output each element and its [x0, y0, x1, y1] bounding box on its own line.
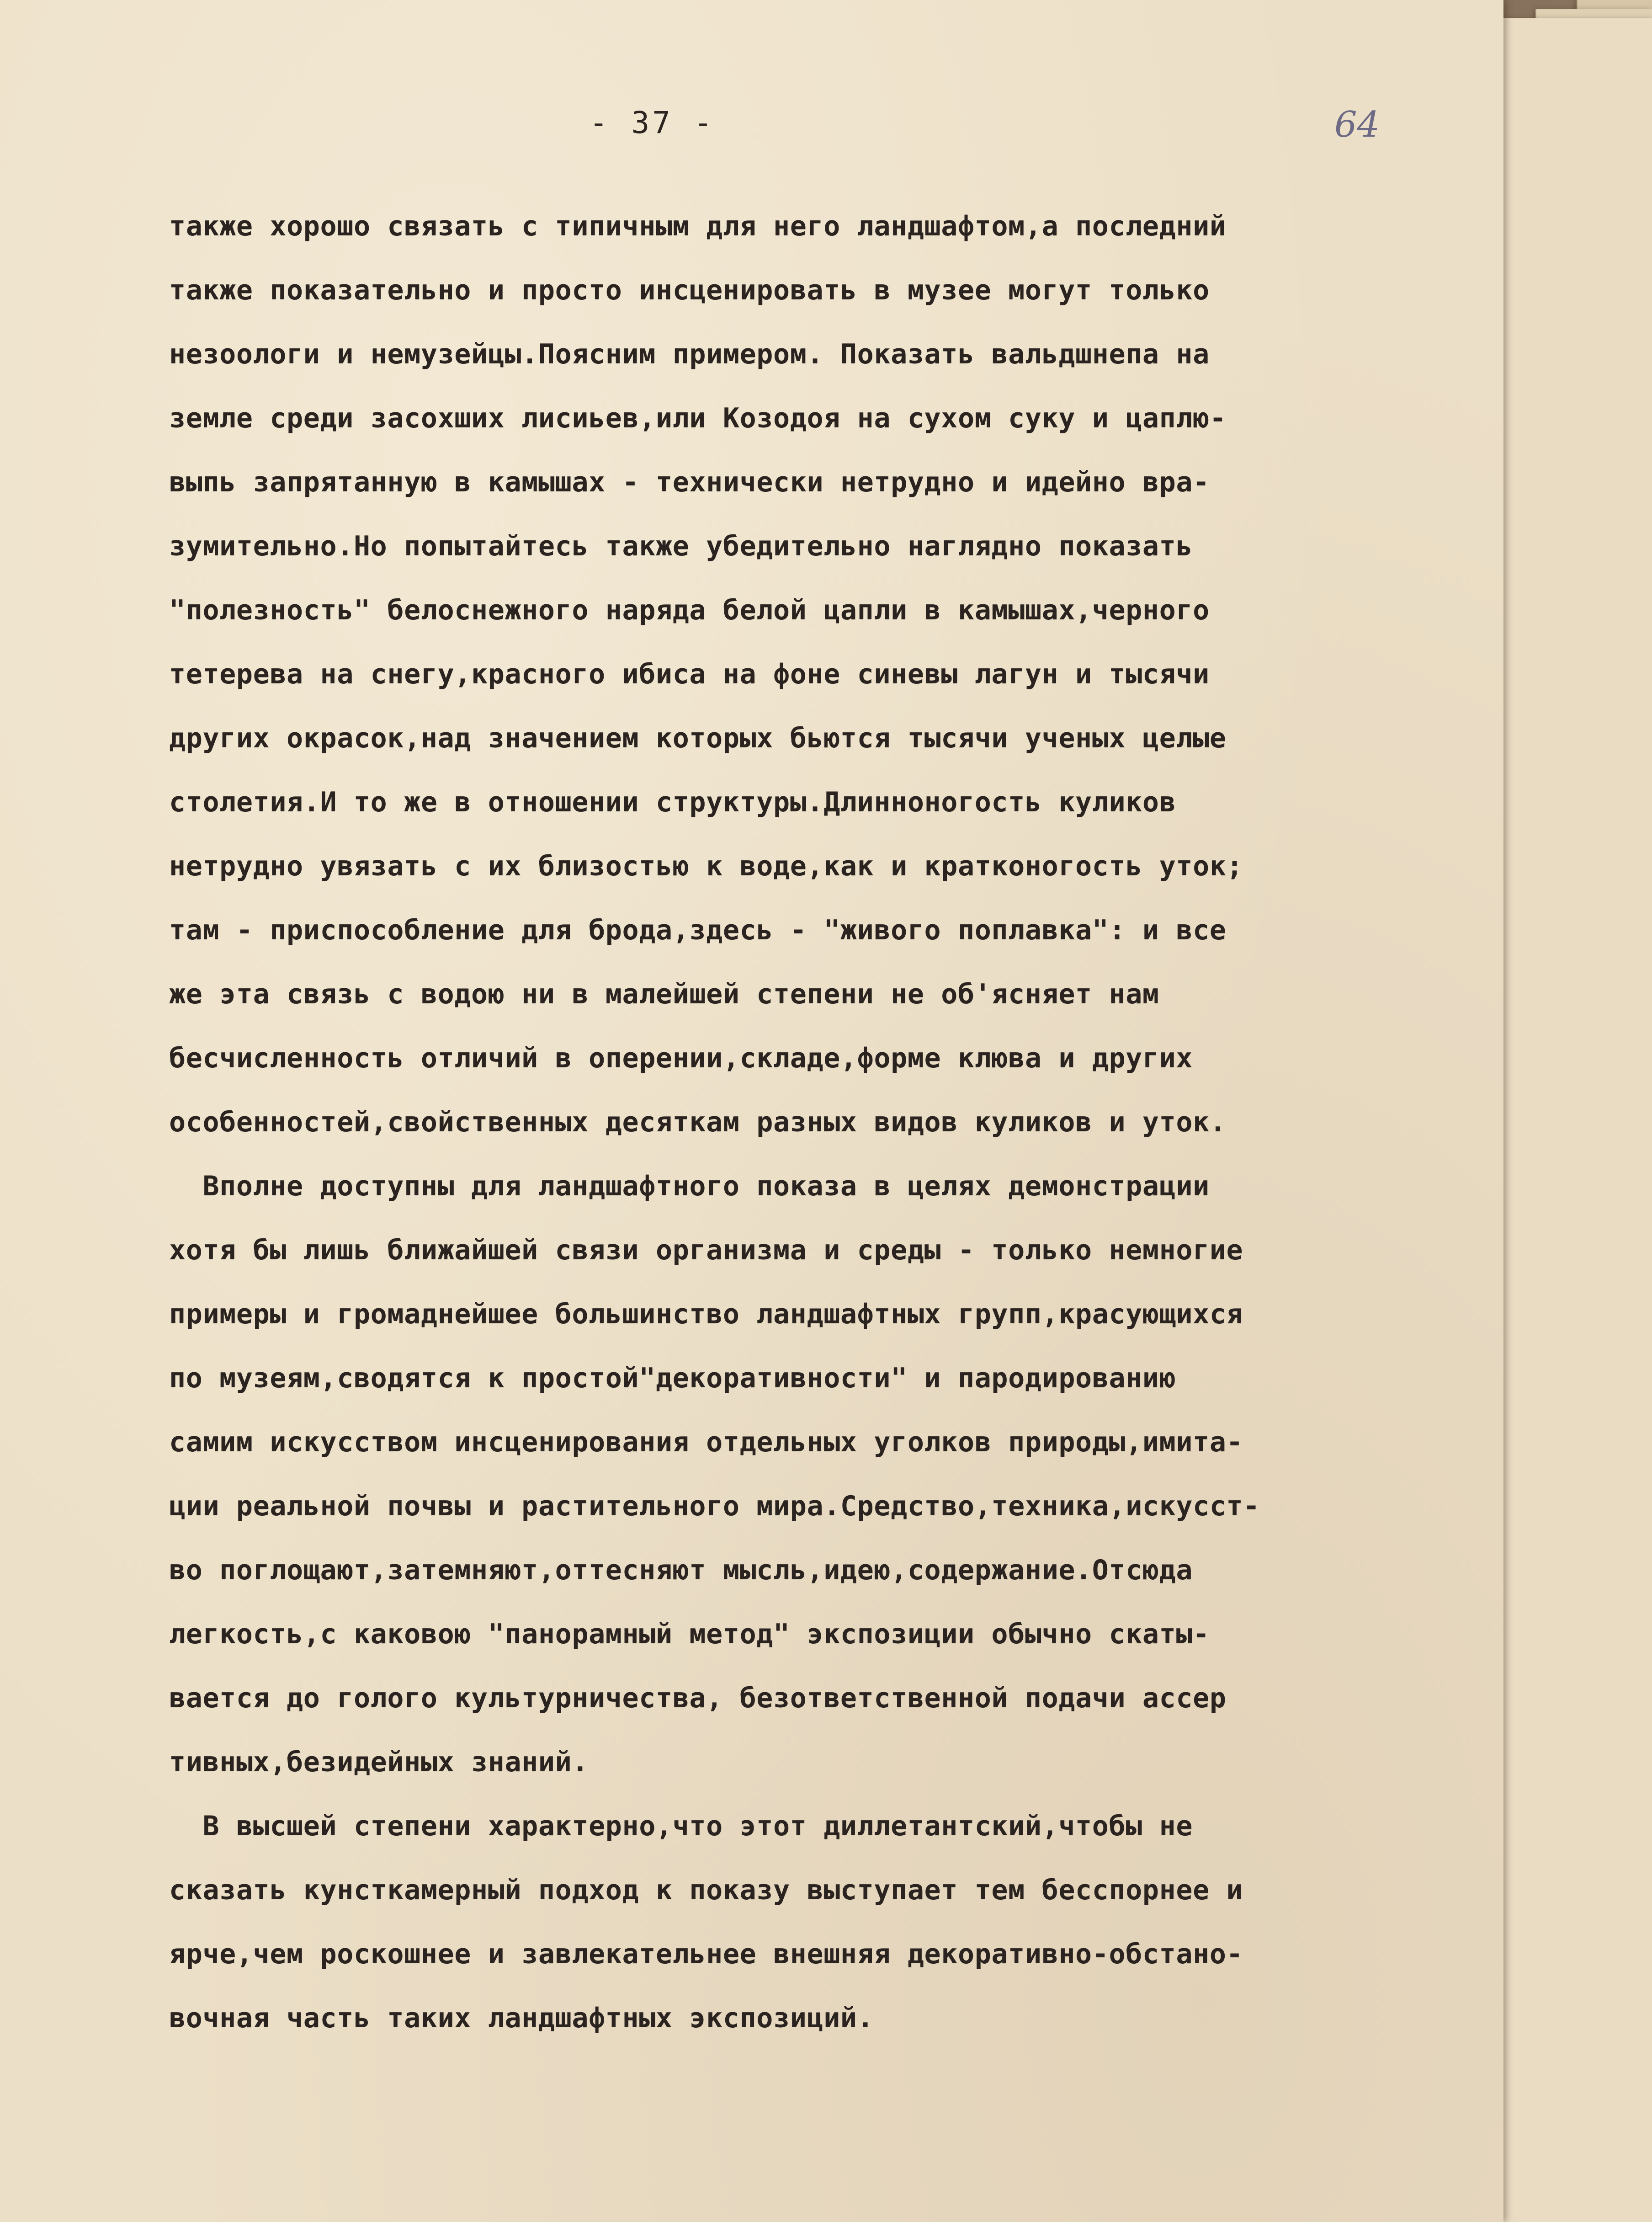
text-line: там - приспособление для брода,здесь - "живого поплавка": и все: [169, 914, 1227, 946]
text-line: ярче,чем роскошнее и завлекательнее внешняя декоративно-обстано-: [169, 1938, 1243, 1970]
page-number: - 37 -: [590, 105, 715, 140]
text-line: других окрасок,над значением которых бьются тысячи ученых целые: [169, 722, 1227, 754]
text-line: зумительно.Но попытайтесь также убедительно наглядно показать: [169, 530, 1193, 562]
text-line: ции реальной почвы и растительного мира.Средство,техника,искусст-: [169, 1490, 1260, 1522]
text-line: "полезность" белоснежного наряда белой цапли в камышах,черного: [169, 594, 1210, 626]
text-line: же эта связь с водою ни в малейшей степени не об'ясняет нам: [169, 978, 1159, 1010]
text-line: особенностей,свойственных десяткам разных видов куликов и уток.: [169, 1106, 1227, 1138]
text-line: во поглощают,затемняют,оттесняют мысль,идею,содержание.Отсюда: [169, 1554, 1193, 1586]
text-line: также хорошо связать с типичным для него ландшафтом,а последний: [169, 210, 1227, 242]
body-text: [169, 194, 1503, 2050]
text-line: вается до голого культурничества, безответственной подачи ассер: [169, 1682, 1227, 1714]
text-line: примеры и громаднейшее большинство ландшафтных групп,красующихся: [169, 1298, 1243, 1330]
handwritten-archive-number: 64: [1334, 104, 1380, 145]
text-line: нетрудно увязать с их близостью к воде,как и кратконогость уток;: [169, 850, 1243, 882]
text-line: по музеям,сводятся к простой"декоративности" и пародированию: [169, 1362, 1176, 1394]
text-line: столетия.И то же в отношении структуры.Длинноногость куликов: [169, 786, 1176, 818]
underlying-page: [1490, 18, 1652, 2222]
text-line: легкость,с каковою "панорамный метод" экспозиции обычно скаты-: [169, 1618, 1210, 1650]
text-line: Вполне доступны для ландшафтного показа в целях демонстрации: [169, 1170, 1210, 1202]
text-line: земле среди засохших лисиьев,или Козодоя на сухом суку и цаплю-: [169, 402, 1227, 434]
text-line: незоологи и немузейцы.Поясним примером. Показать вальдшнепа на: [169, 338, 1210, 370]
text-line: тетерева на снегу,красного ибиса на фоне синевы лагун и тысячи: [169, 658, 1210, 690]
text-line: хотя бы лишь ближайшей связи организма и среды - только немногие: [169, 1234, 1243, 1266]
text-line: самим искусством инсценирования отдельных уголков природы,имита-: [169, 1426, 1243, 1458]
text-line: вочная часть таких ландшафтных экспозиций.: [169, 2002, 874, 2034]
text-line: выпь запрятанную в камышах - технически нетрудно и идейно вра-: [169, 466, 1210, 498]
text-line: тивных,безидейных знаний.: [169, 1746, 589, 1778]
text-line: также показательно и просто инсценировать в музее могут только: [169, 274, 1210, 306]
text-line: сказать кунсткамерный подход к показу выступает тем бесспорнее и: [169, 1874, 1243, 1906]
text-line: В высшей степени характерно,что этот диллетантский,чтобы не: [169, 1810, 1193, 1842]
text-line: бесчисленность отличий в оперении,складе,форме клюва и других: [169, 1042, 1193, 1074]
